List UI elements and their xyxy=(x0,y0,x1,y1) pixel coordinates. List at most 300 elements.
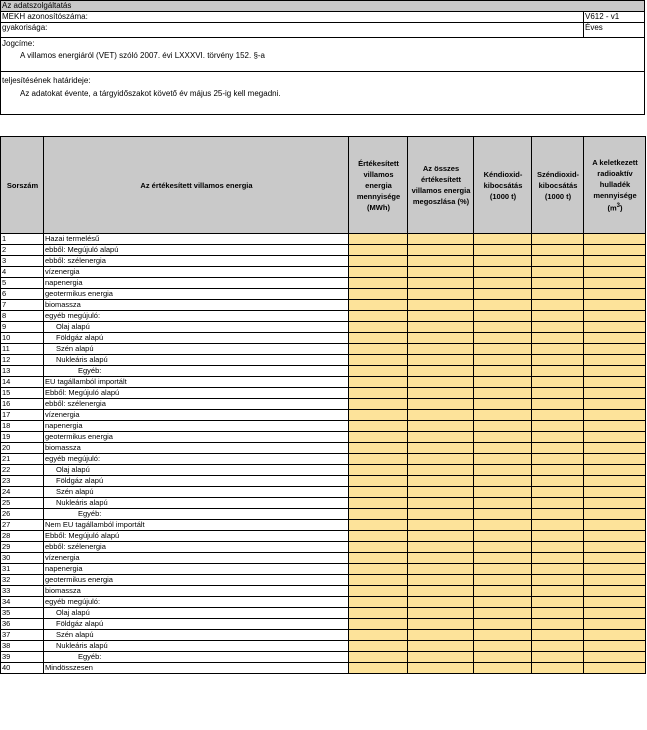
quantity-input[interactable] xyxy=(349,278,408,289)
col-header-quantity: Értékesített villamos energia mennyisége (MWh) xyxy=(349,137,408,234)
co2-input[interactable] xyxy=(532,652,584,663)
co2-input[interactable] xyxy=(532,509,584,520)
share-input[interactable] xyxy=(408,652,474,663)
table-row xyxy=(1,399,646,410)
co2-input[interactable] xyxy=(532,267,584,278)
co2-input[interactable] xyxy=(532,476,584,487)
radioactive-input[interactable] xyxy=(584,531,646,542)
quantity-input[interactable] xyxy=(349,652,408,663)
radioactive-input[interactable] xyxy=(584,597,646,608)
quantity-input[interactable] xyxy=(349,256,408,267)
quantity-input[interactable] xyxy=(349,234,408,245)
co2-input[interactable] xyxy=(532,256,584,267)
row-number: 18 xyxy=(1,421,44,432)
so2-input[interactable] xyxy=(474,465,532,476)
radioactive-input[interactable] xyxy=(584,630,646,641)
table-row xyxy=(1,498,646,509)
quantity-input[interactable] xyxy=(349,443,408,454)
mekh-id-value: V612 - v1 xyxy=(585,12,620,21)
quantity-input[interactable] xyxy=(349,575,408,586)
row-label: biomassza xyxy=(44,443,349,454)
row-number: 19 xyxy=(1,432,44,443)
radioactive-input[interactable] xyxy=(584,256,646,267)
radioactive-input[interactable] xyxy=(584,333,646,344)
so2-input[interactable] xyxy=(474,454,532,465)
radioactive-input[interactable] xyxy=(584,608,646,619)
row-label: Ebből: Megújuló alapú xyxy=(44,388,349,399)
row-label: Olaj alapú xyxy=(44,465,349,476)
row-number: 13 xyxy=(1,366,44,377)
co2-input[interactable] xyxy=(532,520,584,531)
deadline-label: teljesítésének határideje: xyxy=(2,76,91,85)
co2-input[interactable] xyxy=(532,443,584,454)
share-input[interactable] xyxy=(408,553,474,564)
row-label: egyéb megújuló: xyxy=(44,311,349,322)
row-number: 11 xyxy=(1,344,44,355)
quantity-input[interactable] xyxy=(349,322,408,333)
row-number: 7 xyxy=(1,300,44,311)
row-number: 20 xyxy=(1,443,44,454)
row-label: ebből: Megújuló alapú xyxy=(44,245,349,256)
co2-input[interactable] xyxy=(532,597,584,608)
quantity-input[interactable] xyxy=(349,454,408,465)
so2-input[interactable] xyxy=(474,597,532,608)
quantity-input[interactable] xyxy=(349,597,408,608)
row-number: 15 xyxy=(1,388,44,399)
share-input[interactable] xyxy=(408,388,474,399)
share-input[interactable] xyxy=(408,245,474,256)
radioactive-input[interactable] xyxy=(584,619,646,630)
so2-input[interactable] xyxy=(474,520,532,531)
radioactive-input[interactable] xyxy=(584,520,646,531)
so2-input[interactable] xyxy=(474,300,532,311)
radioactive-input[interactable] xyxy=(584,487,646,498)
share-input[interactable] xyxy=(408,542,474,553)
quantity-input[interactable] xyxy=(349,421,408,432)
table-row xyxy=(1,652,646,663)
radioactive-input[interactable] xyxy=(584,322,646,333)
co2-input[interactable] xyxy=(532,388,584,399)
row-label: biomassza xyxy=(44,300,349,311)
row-number: 40 xyxy=(1,663,44,674)
co2-input[interactable] xyxy=(532,366,584,377)
row-label: geotermikus energia xyxy=(44,289,349,300)
co2-input[interactable] xyxy=(532,619,584,630)
share-input[interactable] xyxy=(408,355,474,366)
so2-input[interactable] xyxy=(474,311,532,322)
table-row xyxy=(1,311,646,322)
co2-input[interactable] xyxy=(532,432,584,443)
quantity-input[interactable] xyxy=(349,300,408,311)
co2-input[interactable] xyxy=(532,300,584,311)
table-row xyxy=(1,619,646,630)
radioactive-input[interactable] xyxy=(584,542,646,553)
co2-input[interactable] xyxy=(532,399,584,410)
quantity-input[interactable] xyxy=(349,531,408,542)
quantity-input[interactable] xyxy=(349,663,408,674)
row-number: 31 xyxy=(1,564,44,575)
row-number: 22 xyxy=(1,465,44,476)
co2-input[interactable] xyxy=(532,289,584,300)
table-row xyxy=(1,465,646,476)
radioactive-input[interactable] xyxy=(584,245,646,256)
row-number: 8 xyxy=(1,311,44,322)
quantity-input[interactable] xyxy=(349,608,408,619)
radioactive-input[interactable] xyxy=(584,366,646,377)
so2-input[interactable] xyxy=(474,278,532,289)
co2-input[interactable] xyxy=(532,575,584,586)
table-row xyxy=(1,289,646,300)
share-input[interactable] xyxy=(408,366,474,377)
so2-input[interactable] xyxy=(474,234,532,245)
frequency-value: Éves xyxy=(585,23,603,32)
quantity-input[interactable] xyxy=(349,377,408,388)
radioactive-input[interactable] xyxy=(584,498,646,509)
co2-input[interactable] xyxy=(532,278,584,289)
row-label: Nukleáris alapú xyxy=(44,498,349,509)
row-label: EU tagállamból importált xyxy=(44,377,349,388)
quantity-input[interactable] xyxy=(349,630,408,641)
share-input[interactable] xyxy=(408,432,474,443)
quantity-input[interactable] xyxy=(349,289,408,300)
form-header xyxy=(0,0,645,115)
table-row xyxy=(1,663,646,674)
quantity-input[interactable] xyxy=(349,267,408,278)
table-row xyxy=(1,245,646,256)
col-header-radioactive: A keletkezett radioaktív hulladék mennyisége $(m^3)$ xyxy=(584,137,646,234)
quantity-input[interactable] xyxy=(349,641,408,652)
co2-input[interactable] xyxy=(532,333,584,344)
so2-input[interactable] xyxy=(474,344,532,355)
so2-input[interactable] xyxy=(474,509,532,520)
row-label: ebből: szélenergia xyxy=(44,399,349,410)
co2-input[interactable] xyxy=(532,454,584,465)
row-label: egyéb megújuló: xyxy=(44,597,349,608)
share-input[interactable] xyxy=(408,311,474,322)
quantity-input[interactable] xyxy=(349,410,408,421)
so2-input[interactable] xyxy=(474,641,532,652)
radioactive-input[interactable] xyxy=(584,586,646,597)
row-label: napenergia xyxy=(44,564,349,575)
co2-input[interactable] xyxy=(532,630,584,641)
so2-input[interactable] xyxy=(474,575,532,586)
co2-input[interactable] xyxy=(532,355,584,366)
so2-input[interactable] xyxy=(474,564,532,575)
legal-basis-label: Jogcíme: xyxy=(2,39,35,48)
share-input[interactable] xyxy=(408,509,474,520)
co2-input[interactable] xyxy=(532,498,584,509)
quantity-input[interactable] xyxy=(349,311,408,322)
quantity-input[interactable] xyxy=(349,366,408,377)
col-header-so2: Kéndioxid-kibocsátás (1000 t) xyxy=(474,137,532,234)
radioactive-input[interactable] xyxy=(584,300,646,311)
table-row xyxy=(1,234,646,245)
quantity-input[interactable] xyxy=(349,344,408,355)
share-input[interactable] xyxy=(408,520,474,531)
form-title: Az adatszolgáltatás xyxy=(1,1,644,12)
table-row xyxy=(1,542,646,553)
table-row xyxy=(1,564,646,575)
table-row xyxy=(1,597,646,608)
so2-input[interactable] xyxy=(474,630,532,641)
share-input[interactable] xyxy=(408,322,474,333)
row-number: 33 xyxy=(1,586,44,597)
co2-input[interactable] xyxy=(532,663,584,674)
quantity-input[interactable] xyxy=(349,553,408,564)
radioactive-input[interactable] xyxy=(584,465,646,476)
table-row xyxy=(1,410,646,421)
quantity-input[interactable] xyxy=(349,465,408,476)
quantity-input[interactable] xyxy=(349,399,408,410)
co2-input[interactable] xyxy=(532,311,584,322)
co2-input[interactable] xyxy=(532,564,584,575)
share-input[interactable] xyxy=(408,300,474,311)
table-row xyxy=(1,608,646,619)
quantity-input[interactable] xyxy=(349,520,408,531)
row-number: 24 xyxy=(1,487,44,498)
so2-input[interactable] xyxy=(474,663,532,674)
so2-input[interactable] xyxy=(474,619,532,630)
so2-input[interactable] xyxy=(474,476,532,487)
radioactive-input[interactable] xyxy=(584,267,646,278)
so2-input[interactable] xyxy=(474,498,532,509)
radioactive-input[interactable] xyxy=(584,575,646,586)
row-number: 1 xyxy=(1,234,44,245)
row-number: 5 xyxy=(1,278,44,289)
row-label: napenergia xyxy=(44,421,349,432)
table-row xyxy=(1,355,646,366)
so2-input[interactable] xyxy=(474,531,532,542)
so2-input[interactable] xyxy=(474,377,532,388)
share-input[interactable] xyxy=(408,575,474,586)
quantity-input[interactable] xyxy=(349,355,408,366)
co2-input[interactable] xyxy=(532,421,584,432)
row-label: Olaj alapú xyxy=(44,322,349,333)
co2-input[interactable] xyxy=(532,377,584,388)
table-row xyxy=(1,267,646,278)
radioactive-input[interactable] xyxy=(584,553,646,564)
table-row xyxy=(1,333,646,344)
row-label: ebből: szélenergia xyxy=(44,256,349,267)
share-input[interactable] xyxy=(408,454,474,465)
share-input[interactable] xyxy=(408,641,474,652)
radioactive-input[interactable] xyxy=(584,410,646,421)
share-input[interactable] xyxy=(408,267,474,278)
radioactive-input[interactable] xyxy=(584,377,646,388)
so2-input[interactable] xyxy=(474,553,532,564)
so2-input[interactable] xyxy=(474,432,532,443)
quantity-input[interactable] xyxy=(349,388,408,399)
share-input[interactable] xyxy=(408,465,474,476)
row-label: vízenergia xyxy=(44,267,349,278)
radioactive-input[interactable] xyxy=(584,454,646,465)
radioactive-input[interactable] xyxy=(584,476,646,487)
so2-input[interactable] xyxy=(474,487,532,498)
co2-input[interactable] xyxy=(532,641,584,652)
co2-input[interactable] xyxy=(532,542,584,553)
so2-input[interactable] xyxy=(474,256,532,267)
row-number: 35 xyxy=(1,608,44,619)
share-input[interactable] xyxy=(408,234,474,245)
row-number: 12 xyxy=(1,355,44,366)
so2-input[interactable] xyxy=(474,652,532,663)
radioactive-input[interactable] xyxy=(584,432,646,443)
radioactive-input[interactable] xyxy=(584,355,646,366)
share-input[interactable] xyxy=(408,663,474,674)
share-input[interactable] xyxy=(408,289,474,300)
col-header-number: Sorszám xyxy=(1,137,44,234)
row-number: 38 xyxy=(1,641,44,652)
row-number: 17 xyxy=(1,410,44,421)
quantity-input[interactable] xyxy=(349,498,408,509)
so2-input[interactable] xyxy=(474,542,532,553)
share-input[interactable] xyxy=(408,619,474,630)
row-number: 25 xyxy=(1,498,44,509)
co2-input[interactable] xyxy=(532,531,584,542)
co2-input[interactable] xyxy=(532,608,584,619)
row-label: Egyéb: xyxy=(44,509,349,520)
share-input[interactable] xyxy=(408,256,474,267)
co2-input[interactable] xyxy=(532,487,584,498)
radioactive-input[interactable] xyxy=(584,344,646,355)
co2-input[interactable] xyxy=(532,553,584,564)
radioactive-input[interactable] xyxy=(584,234,646,245)
row-label: Ebből: Megújuló alapú xyxy=(44,531,349,542)
radioactive-input[interactable] xyxy=(584,564,646,575)
co2-input[interactable] xyxy=(532,465,584,476)
radioactive-input[interactable] xyxy=(584,663,646,674)
row-label: Olaj alapú xyxy=(44,608,349,619)
table-row xyxy=(1,388,646,399)
row-number: 2 xyxy=(1,245,44,256)
co2-input[interactable] xyxy=(532,234,584,245)
radioactive-input[interactable] xyxy=(584,641,646,652)
row-label: napenergia xyxy=(44,278,349,289)
row-label: vízenergia xyxy=(44,410,349,421)
table-row xyxy=(1,366,646,377)
share-input[interactable] xyxy=(408,564,474,575)
so2-input[interactable] xyxy=(474,421,532,432)
so2-input[interactable] xyxy=(474,388,532,399)
quantity-input[interactable] xyxy=(349,586,408,597)
radioactive-input[interactable] xyxy=(584,421,646,432)
so2-input[interactable] xyxy=(474,586,532,597)
table-row xyxy=(1,487,646,498)
col-header-co2: Széndioxid-kibocsátás (1000 t) xyxy=(532,137,584,234)
row-number: 29 xyxy=(1,542,44,553)
radioactive-input[interactable] xyxy=(584,399,646,410)
row-number: 36 xyxy=(1,619,44,630)
quantity-input[interactable] xyxy=(349,245,408,256)
quantity-input[interactable] xyxy=(349,476,408,487)
radioactive-input[interactable] xyxy=(584,388,646,399)
share-input[interactable] xyxy=(408,333,474,344)
so2-input[interactable] xyxy=(474,410,532,421)
co2-input[interactable] xyxy=(532,344,584,355)
co2-input[interactable] xyxy=(532,245,584,256)
share-input[interactable] xyxy=(408,377,474,388)
row-number: 14 xyxy=(1,377,44,388)
row-label: ebből: szélenergia xyxy=(44,542,349,553)
row-number: 3 xyxy=(1,256,44,267)
share-input[interactable] xyxy=(408,630,474,641)
radioactive-input[interactable] xyxy=(584,289,646,300)
row-label: geotermikus energia xyxy=(44,432,349,443)
radioactive-input[interactable] xyxy=(584,311,646,322)
so2-input[interactable] xyxy=(474,608,532,619)
share-input[interactable] xyxy=(408,421,474,432)
quantity-input[interactable] xyxy=(349,564,408,575)
quantity-input[interactable] xyxy=(349,487,408,498)
row-number: 32 xyxy=(1,575,44,586)
share-input[interactable] xyxy=(408,476,474,487)
table-row xyxy=(1,300,646,311)
so2-input[interactable] xyxy=(474,443,532,454)
row-label: Egyéb: xyxy=(44,652,349,663)
row-label: Földgáz alapú xyxy=(44,333,349,344)
so2-input[interactable] xyxy=(474,245,532,256)
row-label: geotermikus energia xyxy=(44,575,349,586)
so2-input[interactable] xyxy=(474,267,532,278)
co2-input[interactable] xyxy=(532,322,584,333)
row-label: Szén alapú xyxy=(44,630,349,641)
quantity-input[interactable] xyxy=(349,509,408,520)
row-label: Szén alapú xyxy=(44,487,349,498)
so2-input[interactable] xyxy=(474,333,532,344)
quantity-input[interactable] xyxy=(349,432,408,443)
co2-input[interactable] xyxy=(532,410,584,421)
row-number: 34 xyxy=(1,597,44,608)
table-row xyxy=(1,432,646,443)
row-number: 9 xyxy=(1,322,44,333)
col-header-energy: Az értékesített villamos energia xyxy=(44,137,349,234)
row-label: vízenergia xyxy=(44,553,349,564)
so2-input[interactable] xyxy=(474,289,532,300)
share-input[interactable] xyxy=(408,399,474,410)
radioactive-input[interactable] xyxy=(584,278,646,289)
share-input[interactable] xyxy=(408,586,474,597)
table-row xyxy=(1,520,646,531)
table-row xyxy=(1,256,646,267)
table-row xyxy=(1,641,646,652)
table-row xyxy=(1,454,646,465)
quantity-input[interactable] xyxy=(349,619,408,630)
so2-input[interactable] xyxy=(474,366,532,377)
share-input[interactable] xyxy=(408,608,474,619)
share-input[interactable] xyxy=(408,498,474,509)
so2-input[interactable] xyxy=(474,322,532,333)
quantity-input[interactable] xyxy=(349,333,408,344)
co2-input[interactable] xyxy=(532,586,584,597)
share-input[interactable] xyxy=(408,410,474,421)
share-input[interactable] xyxy=(408,443,474,454)
so2-input[interactable] xyxy=(474,399,532,410)
row-number: 37 xyxy=(1,630,44,641)
quantity-input[interactable] xyxy=(349,542,408,553)
so2-input[interactable] xyxy=(474,355,532,366)
radioactive-input[interactable] xyxy=(584,443,646,454)
radioactive-input[interactable] xyxy=(584,652,646,663)
radioactive-input[interactable] xyxy=(584,509,646,520)
mekh-id-label: MEKH azonosítószáma: xyxy=(2,12,88,21)
row-label: biomassza xyxy=(44,586,349,597)
share-input[interactable] xyxy=(408,344,474,355)
share-input[interactable] xyxy=(408,531,474,542)
share-input[interactable] xyxy=(408,487,474,498)
row-label: Nukleáris alapú xyxy=(44,355,349,366)
share-input[interactable] xyxy=(408,278,474,289)
share-input[interactable] xyxy=(408,597,474,608)
